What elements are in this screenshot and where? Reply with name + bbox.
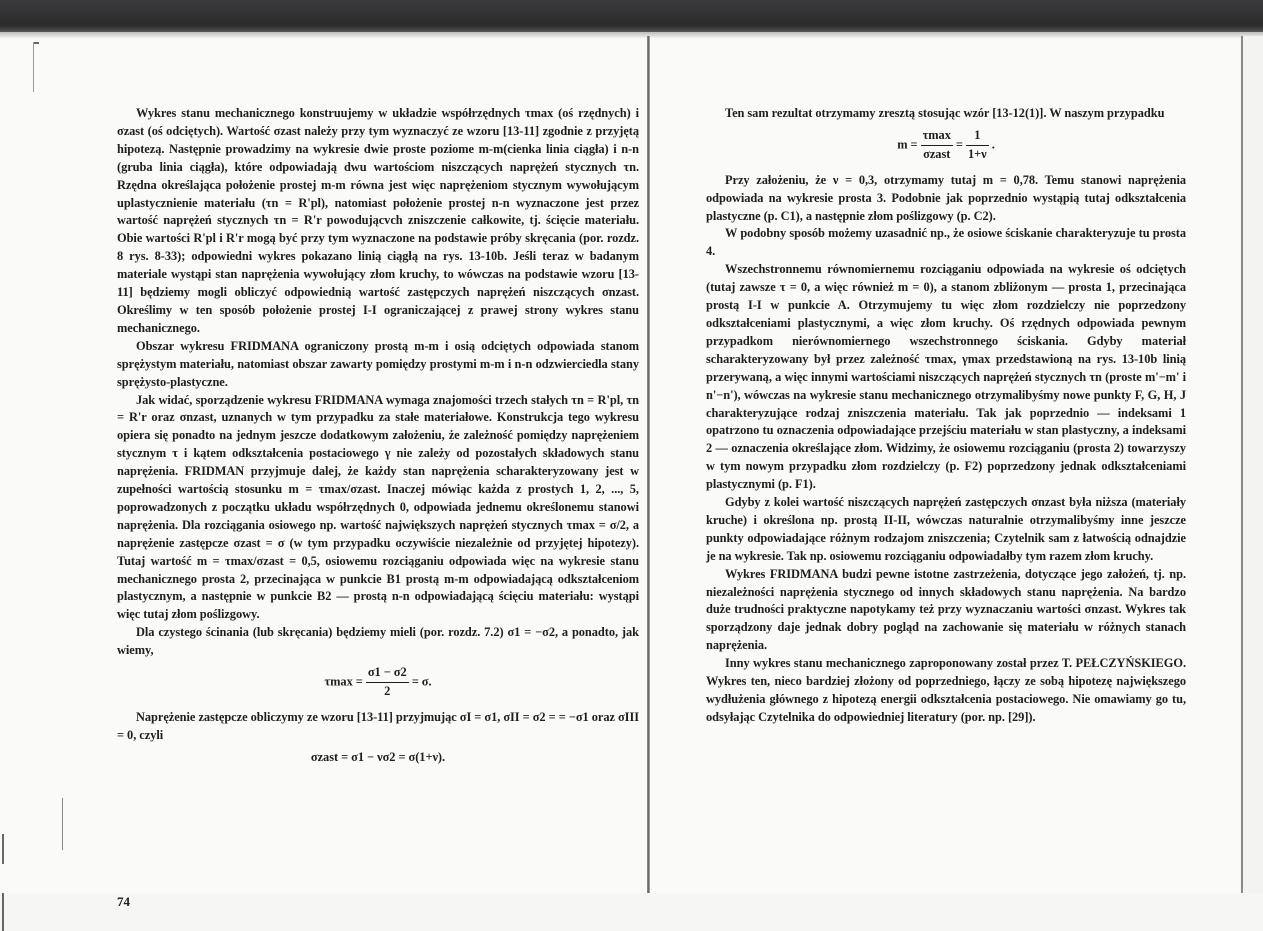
paragraph: Wykres FRIDMANA budzi pewne istotne zastrzeżenia, dotyczące jego założeń, tj. np. niezależności naprężenia stycznego od innych składowych stanu naprężenia. Na bardzo duże trudności praktyczne napotykamy też przy wyznaczaniu wartości σnzast. Wykres tak sporządzony daje jednak dobry pogląd na zachowanie się materiału w różnych stanach naprężenia. (706, 566, 1186, 653)
equation-sigma-zast: σzast = σ1 − νσ2 = σ(1+ν). (310, 749, 446, 764)
scanner-top-shadow (0, 0, 1263, 32)
right-page-body (706, 105, 1186, 727)
left-page-body (117, 105, 639, 775)
margin-line (33, 42, 34, 92)
equation-m: m = $\frac{\tau\max}{\text{σzast}}$ = $\frac{1}{1+\nu}$ . (706, 127, 1186, 164)
margin-line (62, 798, 63, 850)
paragraph: Przy założeniu, że ν = 0,3, otrzymamy tutaj m = 0,78. Temu stanowi naprężenia odpowiada na wykresie prosta 3. Podobnie jak poprzednio wystąpią tutaj odkształcenia plastyczne (p. C1), a następnie złom poślizgowy (p. C2). (706, 172, 1186, 223)
paragraph: Ten sam rezultat otrzymamy zresztą stosując wzór [13-12(1)]. W naszym przypadku (725, 106, 1165, 120)
equation-tau-max: τmax = $\frac{\sigma 1 - \sigma 2}{2}$ = σ. (117, 664, 639, 701)
paragraph: Wszechstronnemu równomiernemu rozciąganiu odpowiada na wykresie oś odciętych (tutaj zawsze τ = 0, a więc również m = 0), a stanom zbliżonym — prosta 1, przecinająca prostą I-I w punkcie A. Otrzymujemy tu więc złom rozdzielczy nie poprzedzony odkształceniami plastycznymi, a więc złom kruchy. Oś rzędnych odpowiada pewnym przypadkom nierównomiernego wszechstronnego ściskania. Gdyby materiał scharakteryzowany był przez zależność τmax, γmax przedstawioną na rys. 13-10b linią przerywaną, a więc innymi wartościami niszczących naprężeń stycznych τn (proste m'−m' i n'−n'), wówczas na wykresie stanu mechanicznego otrzymalibyśmy nowe punkty F, G, H, J charakteryzujące rodzaj zniszczenia materiału. Tak jak poprzednio — indeksami 1 opatrzono tu oznaczenia odpowiadające przejściu materiału w stan plastyczny, a indeksami 2 — oznaczenia określające złom. Widzimy, że osiowemu rozciąganiu (prosta 2) towarzyszy w tym nowym przypadku złom rozdzielczy (p. F2) poprzedzony jednak odkształceniami plastycznymi (p. F1). (706, 262, 1186, 492)
paragraph: Naprężenie zastępcze obliczymy ze wzoru [13-11] przyjmując σI = σ1, σII = σ2 = = −σ1 oraz σIII = 0, czyli (117, 709, 639, 742)
paragraph: Wykres stanu mechanicznego konstruujemy w układzie współrzędnych τmax (oś rzędnych) i σzast (oś odciętych). Wartość σzast należy przy tym wyznaczyć ze wzoru [13-11] zgodnie z przyjętą hipotezą. Następnie prowadzimy na wykresie dwie proste poziome m-m(cienka linia ciągła) i n-n (gruba linia ciągła), które odpowiadają dwu wartościom niszczących naprężeń stycznych τn. Rzędna określająca położenie prostej m-m równa jest więc naprężeniom stycznym wywołującym uplastycznienie materiału (τn = R'pl), natomiast położenie prostej n-n wyznaczone jest przez wartość naprężeń stycznych τn = R'r powodującvch zniszczenie całkowite, tj. ścięcie materiału. Obie wartości R'pl i R'r mogą być przy tym wyznaczone na podstawie próby skręcania (por. rozdz. 8 rys. 8-33); odpowiedni wykres pokazano linią ciągłą na rys. 13-10b. Jeśli teraz w badanym materiale wystąpi stan naprężenia wywołujący złom kruchy, to wówczas na podstawie wzoru [13-11] będziemy mogli obliczyć odpowiednią wartość zastępczych naprężeń niszczących σnzast. Określimy w ten sposób położenie prostej I-I ograniczającej z prawej strony wykres stanu mechanicznego. (117, 106, 639, 335)
paragraph: Jak widać, sporządzenie wykresu FRIDMANA wymaga znajomości trzech stałych τn = R'pl, τn = R'r oraz σnzast, uznanych w tym przypadku za stałe materiałowe. Konstrukcja tego wykresu opiera się ponadto na jednym jeszcze dodatkowym założeniu, że zależność pomiędzy naprężeniem stycznym τ i kątem odkształcenia postaciowego γ nie zależy od pozostałych składowych stanu naprężenia. FRIDMAN przyjmuje dalej, że każdy stan naprężenia scharakteryzowany jest w zupełności wartością stosunku m = τmax/σzast. Inaczej mówiąc każda z prostych 1, 2, ..., 5, poprowadzonych z początku układu współrzędnych 0, odpowiada jednemu określonemu stanowi naprężenia. Dla rozciągania osiowego np. wartość największych naprężeń stycznych τmax = σ/2, a naprężenie zastępcze σzast = σ (w tym przypadku oczywiście niezależnie od przyjętej hipotezy). Tutaj wartość m = τmax/σzast = 0,5, osiowemu rozciąganiu odpowiada więc na wykresie stanu mechanicznego prosta 2, przecinająca w punkcie B1 prostą m-m odpowiadającą odkształceniom plastycznym, a następnie w punkcie B2 — prostą n-n odpowiadającą ścięciu materiału: wystąpi więc tutaj złom poślizgowy. (117, 392, 639, 622)
paragraph: W podobny sposób możemy uzasadnić np., że osiowe ściskanie charakteryzuje tu prosta 4. (706, 226, 1186, 259)
page-number: 74 (117, 894, 130, 909)
paragraph: Inny wykres stanu mechanicznego zaproponowany został przez T. PEŁCZYŃSKIEGO. Wykres ten, nieco bardziej złożony od poprzedniego, łączy ze sobą hipotezę największego wydłużenia głównego z hipotezą energii odkształcenia postaciowego. Nie omawiamy go tu, odsyłając Czytelnika do odpowiedniej literatury (por. np. [29]). (706, 656, 1186, 724)
fraction: $\frac{\sigma 1 - \sigma 2}{2}$ (367, 665, 407, 698)
margin-mark (2, 893, 4, 931)
fraction: $\frac{1}{1+\nu}$ (968, 127, 987, 161)
margin-mark (2, 834, 4, 864)
right-page (650, 38, 1240, 893)
paragraph: Dla czystego ścinania (lub skręcania) będziemy mieli (por. rozdz. 7.2) σ1 = −σ2, a ponadto, jak wiemy, (117, 625, 639, 658)
paragraph: Gdyby z kolei wartość niszczących naprężeń zastępczych σnzast była niższa (materiały kruche) i określona np. prostą II-II, wówczas naturalnie otrzymalibyśmy inne jeszcze punkty odpowiadające różnym rodzajom zniszczenia; Czytelnik sam z łatwością odnajdzie je na wykresie. Tak np. osiowemu rozciąganiu odpowiadałby tym razem złom kruchy. (706, 495, 1186, 563)
fraction: $\frac{\tau\max}{\text{σzast}}$ (922, 127, 951, 161)
next-page-edge (1241, 36, 1263, 893)
paragraph: Obszar wykresu FRIDMANA ograniczony prostą m-m i osią odciętych odpowiada stanom sprężystym materiału, natomiast obszar zawarty pomiędzy prostymi m-m i n-n odzwierciedla stany sprężysto-plastyczne. (117, 338, 639, 389)
left-page (0, 38, 648, 909)
